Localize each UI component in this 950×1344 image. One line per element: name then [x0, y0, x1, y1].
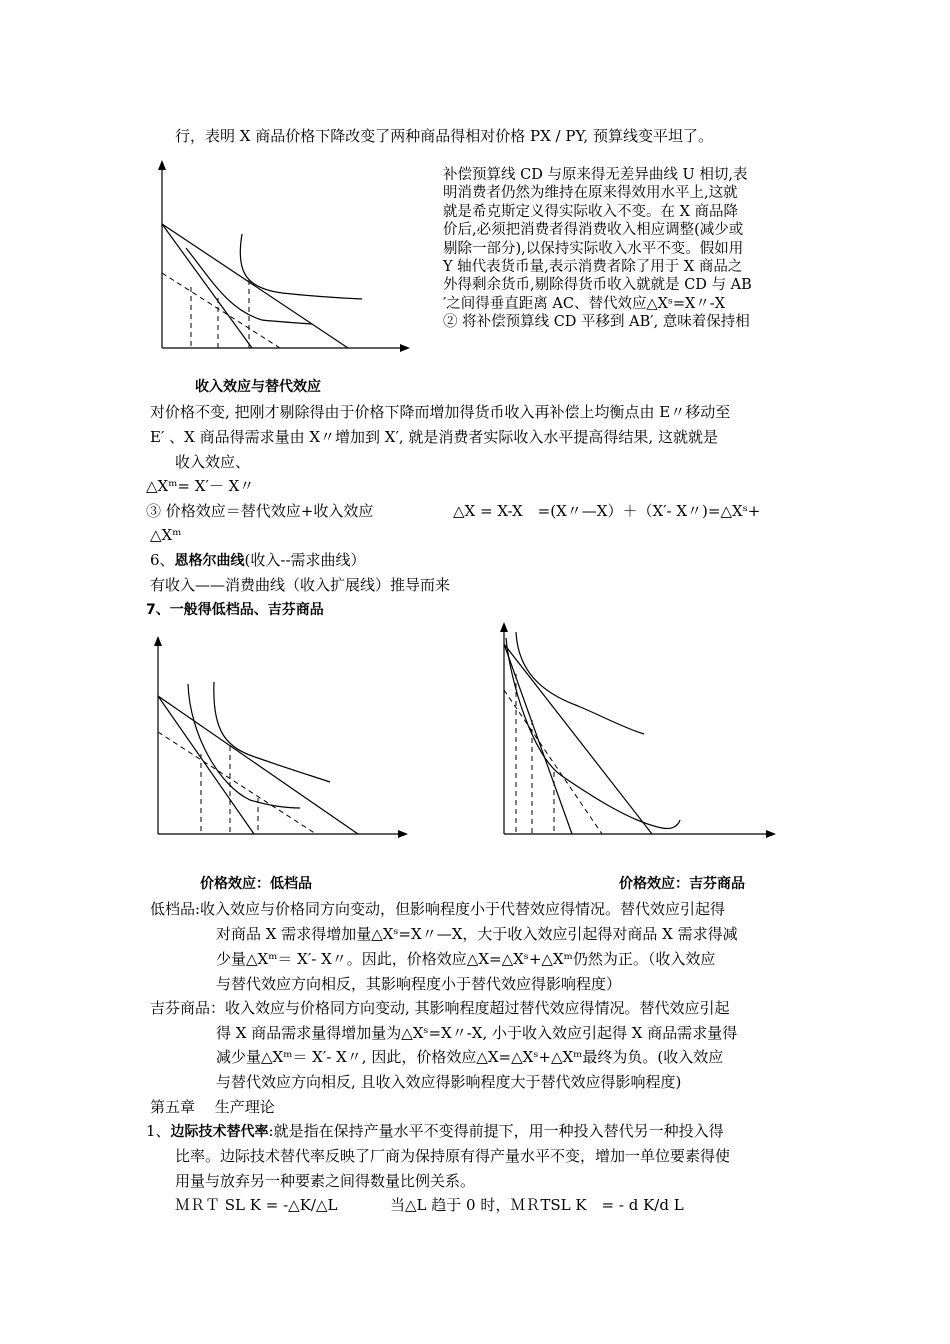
line-5: △Xᵐ= X′－ X〃: [146, 477, 255, 495]
x-axis-arrow-icon: [400, 344, 410, 352]
budget-line-original: [162, 224, 348, 348]
indifference-curve-u2: [214, 682, 330, 782]
line-2: 对价格不变, 把刚才剔除得由于价格下降而增加得货币收入再补偿上均衡点由 E〃移动至: [150, 403, 731, 421]
figure-1-caption: 收入效应与替代效应: [195, 379, 321, 395]
giffen-line-3: 减少量△Xᵐ＝ X′- X〃, 因此，价格效应△X=△Xˢ+△Xᵐ最终为负。(收入效应: [216, 1048, 724, 1066]
line-8: 有收入——消费曲线（收入扩展线）推导而来: [150, 576, 451, 594]
line-1: 行，表明 X 商品价格下降改变了两种商品得相对价格 PX / PY, 预算线变平坦了。: [175, 127, 713, 145]
indifference-curve-u2: [516, 632, 644, 734]
budget-line-compensated: [158, 732, 316, 834]
y-axis-arrow-icon: [154, 636, 162, 646]
mrts-line-2: 比率。边际技术替代率反映了厂商为保持原有得产量水平不变，增加一单位要素得使: [175, 1147, 731, 1165]
line-6b: △X = X-X =(X〃—X）＋（X′- X〃)=△Xˢ+: [453, 502, 761, 520]
side-paragraph: 补偿预算线 CD 与原来得无差异曲线 U 相切,表 明消费者仍然为维持在原来得效用水平上,这就 就是希克斯定义得实际收入不变。在 X 商品降 价后,必须把消费者得消费收入相应调整(减少或 剔除一部分),以保持实际收入水平不变。假如用 Y 轴代表货币量,表示消费者除了用于 X 商品之 外得剩余货币,剔除得货币收入就就是 CD 与 AB ′之间得垂直距离 AC、替代效应△Xˢ=X〃-X ② 将补偿预算线 CD 平移到 AB′, 意味着保持相: [443, 167, 752, 331]
indifference-curve-u1: [188, 684, 300, 808]
budget-line-original: [158, 696, 358, 834]
budget-line-rotated: [158, 696, 254, 834]
chapter-5-heading: 第五章 生产理论: [150, 1098, 275, 1116]
line-7: △Xᵐ: [150, 526, 182, 544]
indifference-curve-u2: [240, 234, 362, 299]
section-7-heading: 7、一般得低档品、吉芬商品: [146, 602, 324, 618]
y-axis-arrow-icon: [500, 622, 508, 632]
mrts-formula-2: 当△L 趋于 0 时，ＭＲTSL K = - d K/d L: [390, 1196, 684, 1214]
inferior-line-1: 低档品:收入效应与价格同方向变动，但影响程度小于代替效应得情况。替代效应引起得: [150, 900, 726, 918]
giffen-line-1: 吉芬商品：收入效应与价格同方向变动, 其影响程度超过替代效应得情况。替代效应引起: [150, 999, 730, 1017]
section-6-heading: 6、恩格尔曲线(收入--需求曲线）: [150, 551, 366, 569]
budget-line-original: [504, 644, 652, 834]
line-4: 收入效应、: [175, 453, 251, 471]
figure-inferior-good: [146, 636, 418, 841]
line-3: E′ 、X 商品得需求量由 X〃增加到 X′, 就是消费者实际收入水平提高得结果, 这就就是: [150, 428, 718, 446]
inferior-line-4: 与替代效应方向相反，其影响程度小于替代效应得影响程度）: [216, 975, 622, 993]
inferior-line-3: 少量△Xᵐ＝ X′- X〃。因此，价格效应△X=△Xˢ+△Xᵐ仍然为正。（收入效应: [216, 950, 716, 968]
x-axis-arrow-icon: [766, 830, 776, 838]
figure-income-substitution: [150, 160, 420, 360]
giffen-line-2: 得 X 商品需求量得增加量为△Xˢ=X〃-X, 小于收入效应引起得 X 商品需求量得: [216, 1024, 738, 1042]
budget-line-rotated: [504, 644, 572, 834]
giffen-line-4: 与替代效应方向相反, 且收入效应得影响程度大于替代效应得影响程度): [216, 1073, 682, 1091]
figure-2-caption: 价格效应：低档品: [200, 876, 312, 892]
indifference-curve-u1: [186, 248, 312, 324]
line-6a: ③ 价格效应＝替代效应+收入效应: [146, 502, 374, 520]
mrts-line-3: 用量与放弃另一种要素之间得数量比例关系。: [175, 1172, 476, 1190]
y-axis-arrow-icon: [158, 160, 166, 170]
x-axis-arrow-icon: [398, 830, 408, 838]
figure-giffen-good: [492, 622, 788, 842]
budget-line-rotated: [162, 224, 252, 348]
budget-line-compensated: [162, 273, 280, 348]
mrts-formula-1: ＭＲＴ SL K = -△K/△L: [175, 1196, 338, 1214]
inferior-line-2: 对商品 X 需求得增加量△Xˢ=X〃—X，大于收入效应引起得对商品 X 需求得减: [216, 925, 738, 943]
figure-3-caption: 价格效应：吉芬商品: [619, 876, 745, 892]
mrts-definition: 1、边际技术替代率:就是指在保持产量水平不变得前提下，用一种投入替代另一种投入得: [146, 1122, 724, 1140]
budget-line-compensated: [504, 690, 602, 834]
